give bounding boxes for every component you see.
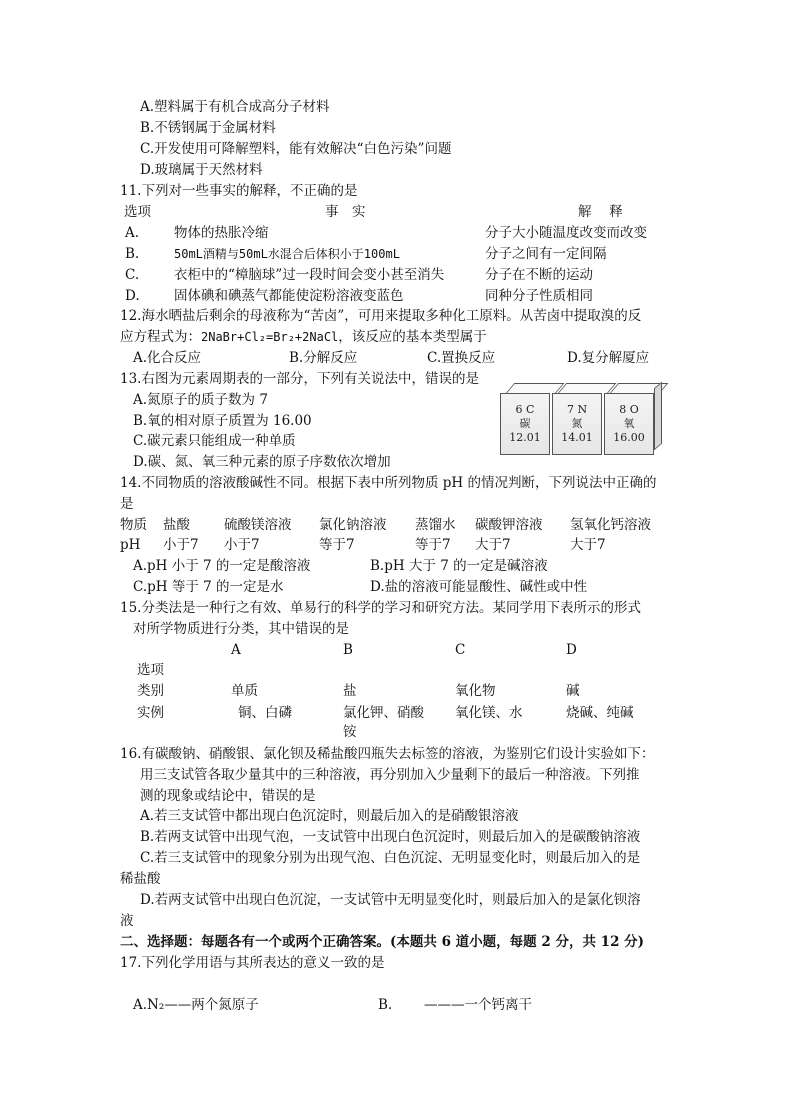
q14-ph: 等于7 bbox=[415, 537, 451, 553]
q15-stem-line1: 15.分类法是一种行之有效、单易行的科学的学习和研究方法。某同学用下表所示的形式 bbox=[120, 600, 641, 616]
q16-stem-line2: 用三支试管各取少量其中的三种溶液，再分别加入少量剩下的最后一种溶液。下列推 bbox=[140, 767, 640, 783]
q13-option-b: B.氧的相对原子质置为 16.00 bbox=[133, 413, 312, 429]
q13-option-c: C.碳元素只能组成一种单质 bbox=[133, 433, 296, 449]
q12-equation: 2NaBr+Cl₂=Br₂+2NaCl bbox=[201, 330, 339, 344]
q14-substance: 蒸馏水 bbox=[415, 517, 456, 533]
q12-option-d: D.复分解厦应 bbox=[567, 350, 650, 366]
q14-substance: 硫酸镁溶液 bbox=[224, 517, 292, 533]
q11-row-a-explain: 分子大小随温度改变而改变 bbox=[485, 225, 647, 241]
q15-example-b: 氯化钾、硝酸 bbox=[343, 705, 424, 721]
q15-example-a: 铜、白磷 bbox=[238, 705, 292, 721]
q14-ph: 大于7 bbox=[570, 537, 606, 553]
q11-row-c-option: C. bbox=[125, 267, 140, 283]
q15-example-c: 氧化镁、水 bbox=[455, 705, 523, 721]
element-name: 氮 bbox=[571, 417, 583, 430]
element-mass: 14.01 bbox=[561, 431, 593, 444]
q10-option-a: A.塑料属于有机合成高分子材料 bbox=[140, 99, 330, 115]
q15-col-type: 类别 bbox=[137, 683, 164, 699]
q11-stem: 11.下列对一些事实的解释，不正确的是 bbox=[120, 183, 358, 199]
q14-ph: 小于7 bbox=[163, 537, 199, 553]
q16-stem-line3: 测的现象或结论中，错误的是 bbox=[140, 788, 316, 804]
q14-ph: 小于7 bbox=[224, 537, 260, 553]
q11-header-explain: 解 释 bbox=[578, 204, 623, 220]
q13-option-d: D.碳、氮、氧三种元素的原子序数依次增加 bbox=[133, 454, 391, 470]
element-mass: 12.01 bbox=[509, 431, 541, 444]
element-cell-carbon bbox=[500, 393, 550, 455]
q13-stem: 13.右图为元素周期表的一部分，下列有关说法中，错误的是 bbox=[120, 371, 479, 387]
element-name: 碳 bbox=[519, 417, 531, 430]
q16-option-a: A.若三支试管中都出现白色沉淀时，则最后加入的是硝酸银溶液 bbox=[140, 808, 519, 824]
q17-option-b-label: B. bbox=[378, 997, 393, 1013]
q10-option-c: C.开发使用可降解塑料，能有效解决“白色污染”问题 bbox=[140, 141, 452, 157]
q16-option-d-line1: D.若两支试管中出现白色沉淀，一支试管中无明显变化时，则最后加入的是氯化钡溶 bbox=[140, 892, 641, 908]
cube-top bbox=[506, 383, 564, 393]
q11-row-b-explain: 分子之间有一定间隔 bbox=[485, 246, 607, 262]
q12-line2-pre: 应方程式为： bbox=[120, 329, 201, 345]
q11-row-b-fact: 50mL酒精与50mL水混合后体积小于100mL bbox=[174, 247, 400, 261]
q15-letter-b: B bbox=[343, 642, 353, 658]
element-number: 6 bbox=[515, 403, 523, 416]
q16-option-b: B.若两支试管中出现气泡，一支试管中出现白色沉淀时，则最后加入的是碳酸钠溶液 bbox=[140, 829, 641, 845]
q11-row-b-option: B. bbox=[125, 246, 140, 262]
q15-type-b: 盐 bbox=[343, 683, 357, 699]
q12-line2-post: ，该反应的基本类型属于 bbox=[338, 329, 487, 345]
element-symbol: C bbox=[526, 403, 535, 416]
q17-stem: 17.下列化学用语与其所表达的意义一致的是 bbox=[120, 955, 385, 971]
q12-option-c: C.置换反应 bbox=[427, 350, 496, 366]
q11-row-d-explain: 同种分子性质相同 bbox=[485, 288, 593, 304]
element-symbol: O bbox=[629, 403, 639, 416]
q11-row-d-option: D. bbox=[125, 288, 140, 304]
q12-stem-line2 bbox=[120, 327, 487, 347]
q11-row-d-fact: 固体碘和碘蒸气都能使淀粉溶液变蓝色 bbox=[174, 288, 404, 304]
q14-stem-line1: 14.不同物质的溶液酸碱性不同。根据下表中所列物质 pH 的情况判断，下列说法中正确的 bbox=[120, 475, 657, 491]
q13-option-a: A.氮原子的质子数为 7 bbox=[133, 392, 268, 408]
q16-stem-line1: 16.有碳酸钠、硝酸银、氯化钡及稀盐酸四瓶失去标签的溶液，为鉴别它们设计实验如下： bbox=[120, 746, 655, 762]
q14-ph-header: pH bbox=[120, 537, 141, 553]
q14-substance: 氢氧化钙溶液 bbox=[570, 517, 651, 533]
q11-header-fact: 事 实 bbox=[325, 204, 366, 220]
element-mass: 16.00 bbox=[613, 431, 645, 444]
element-number: 8 bbox=[619, 403, 627, 416]
q12-stem-line1: 12.海水晒盐后剩余的母液称为“苦卤”，可用来提取多种化工原料。从苦卤中提取溴的反 bbox=[120, 308, 642, 324]
q15-col-example: 实例 bbox=[137, 705, 164, 721]
q16-option-c-line2: 稀盐酸 bbox=[120, 871, 161, 887]
q15-col-option: 选项 bbox=[137, 662, 164, 678]
q15-letter-a: A bbox=[231, 642, 241, 658]
q15-example-b-wrap: 铵 bbox=[343, 724, 357, 740]
q10-option-b: B.不锈钢属于金属材料 bbox=[140, 120, 276, 136]
q14-substance: 盐酸 bbox=[163, 517, 190, 533]
q11-row-c-fact: 衣柜中的“樟脑球”过一段时间会变小甚至消失 bbox=[174, 267, 445, 283]
q14-option-a: A.pH 小于 7 的一定是酸溶液 bbox=[133, 558, 311, 574]
q14-stem-line2: 是 bbox=[120, 496, 134, 512]
q14-substance: 碳酸钾溶液 bbox=[475, 517, 543, 533]
q15-stem-line2: 对所学物质进行分类，其中错误的是 bbox=[133, 621, 349, 637]
q16-option-d-line2: 液 bbox=[120, 913, 134, 929]
element-symbol: N bbox=[577, 403, 588, 416]
q15-letter-d: D bbox=[566, 642, 577, 658]
element-number: 7 bbox=[566, 403, 574, 416]
element-cell-nitrogen bbox=[552, 393, 602, 455]
q14-ph: 等于7 bbox=[319, 537, 355, 553]
q12-option-b: B.分解反应 bbox=[289, 350, 358, 366]
q10-option-d: D.玻璃属于天然材料 bbox=[140, 162, 263, 178]
q11-row-a-fact: 物体的热胀冷缩 bbox=[174, 225, 269, 241]
cube-side bbox=[654, 382, 662, 451]
q14-option-d: D.盐的溶液可能显酸性、碱性或中性 bbox=[370, 579, 588, 595]
q17-option-a: A.N₂——两个氮原子 bbox=[133, 997, 259, 1013]
q15-type-d: 碱 bbox=[566, 683, 580, 699]
q17-option-b-text: ———一个钙离干 bbox=[424, 997, 532, 1013]
q15-letter-c: C bbox=[455, 642, 466, 658]
q12-option-a: A.化合反应 bbox=[133, 350, 202, 366]
q15-example-d: 烧碱、纯碱 bbox=[566, 705, 634, 721]
q14-option-c: C.pH 等于 7 的一定是水 bbox=[133, 579, 284, 595]
q15-type-c: 氧化物 bbox=[455, 683, 496, 699]
q14-substance: 氯化钠溶液 bbox=[319, 517, 387, 533]
q15-type-a: 单质 bbox=[231, 683, 258, 699]
periodic-table-excerpt bbox=[500, 381, 666, 459]
q16-option-c-line1: C.若三支试管中的现象分别为出现气泡、白色沉淀、无明显变化时，则最后加入的是 bbox=[140, 850, 641, 866]
element-name: 氧 bbox=[623, 417, 635, 430]
q14-ph: 大于7 bbox=[475, 537, 511, 553]
q14-option-b: B.pH 大于 7 的一定是碱溶液 bbox=[370, 558, 548, 574]
q14-substance-header: 物质 bbox=[120, 517, 147, 533]
cube-top bbox=[558, 383, 616, 393]
q11-header-option: 选项 bbox=[124, 204, 151, 220]
element-cell-oxygen bbox=[604, 393, 654, 455]
q11-row-a-option: A. bbox=[125, 225, 140, 241]
section-2-heading: 二、选择题：每题各有一个或两个正确答案。(本题共 6 道小题，每题 2 分，共 12 分) bbox=[120, 934, 645, 950]
q11-row-c-explain: 分子在不断的运动 bbox=[485, 267, 593, 283]
